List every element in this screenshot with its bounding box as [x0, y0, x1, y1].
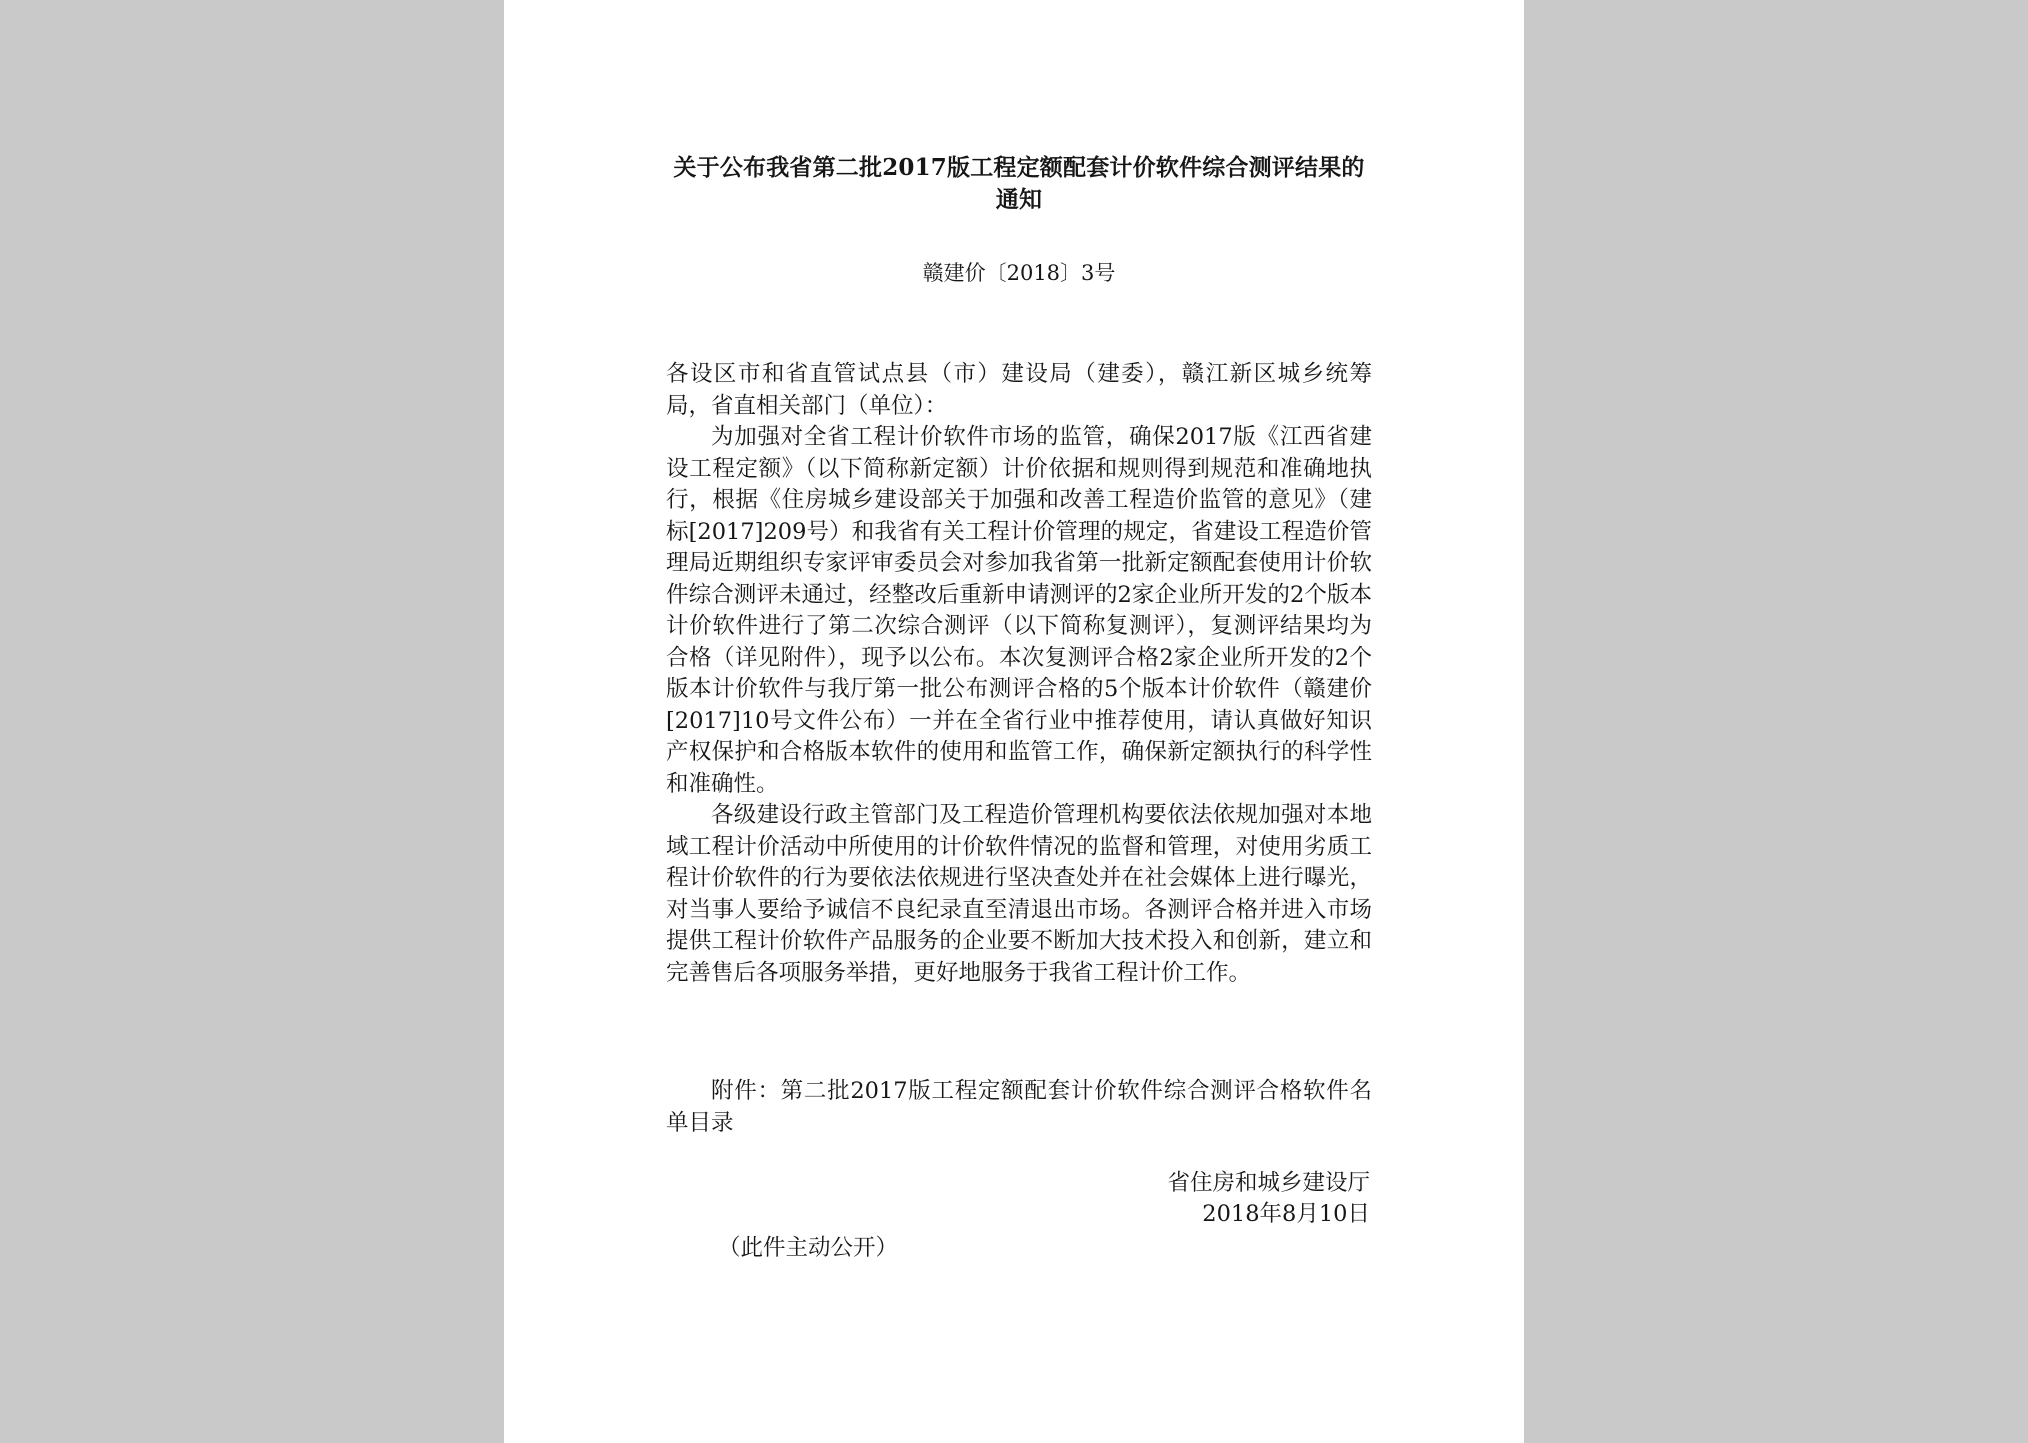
document-body	[666, 359, 1372, 989]
addressee-line: 各设区市和省直管试点县（市）建设局（建委），赣江新区城乡统筹局，省直相关部门（单位）：	[666, 361, 1372, 419]
document-page	[504, 0, 1524, 1443]
signature-organization: 省住房和城乡建设厅	[1167, 1170, 1370, 1196]
body-paragraph-1: 为加强对全省工程计价软件市场的监管，确保2017版《江西省建设工程定额》（以下简称新定额）计价依据和规则得到规范和准确地执行，根据《住房城乡建设部关于加强和改善工程造价监管的意见》（建标[2017]209号）和我省有关工程计价管理的规定，省建设工程造价管理局近期组织专家评审委员会对参加我省第一批新定额配套使用计价软件综合测评未通过，经整改后重新申请测评的2家企业所开发的2个版本计价软件进行了第二次综合测评（以下简称复测评），复测评结果均为合格（详见附件），现予以公布。本次复测评合格2家企业所开发的2个版本计价软件与我厅第一批公布测评合格的5个版本计价软件（赣建价[2017]10号文件公布）一并在全省行业中推荐使用，请认真做好知识产权保护和合格版本软件的使用和监管工作，确保新定额执行的科学性和准确性。	[666, 424, 1372, 797]
body-paragraph-2: 各级建设行政主管部门及工程造价管理机构要依法依规加强对本地域工程计价活动中所使用的计价软件情况的监督和管理，对使用劣质工程计价软件的行为要依法依规进行坚决查处并在社会媒体上进行曝光，对当事人要给予诚信不良纪录直至清退出市场。各测评合格并进入市场提供工程计价软件产品服务的企业要不断加大技术投入和创新，建立和完善售后各项服务举措，更好地服务于我省工程计价工作。	[666, 802, 1372, 986]
public-disclosure-note: （此件主动公开）	[718, 1235, 899, 1261]
document-number: 赣建价〔2018〕3号	[922, 261, 1116, 285]
document-title: 关于公布我省第二批2017版工程定额配套计价软件综合测评结果的通知	[673, 154, 1365, 213]
attachment-note: 附件：第二批2017版工程定额配套计价软件综合测评合格软件名单目录	[666, 1078, 1372, 1136]
signature-date: 2018年8月10日	[1202, 1201, 1370, 1227]
